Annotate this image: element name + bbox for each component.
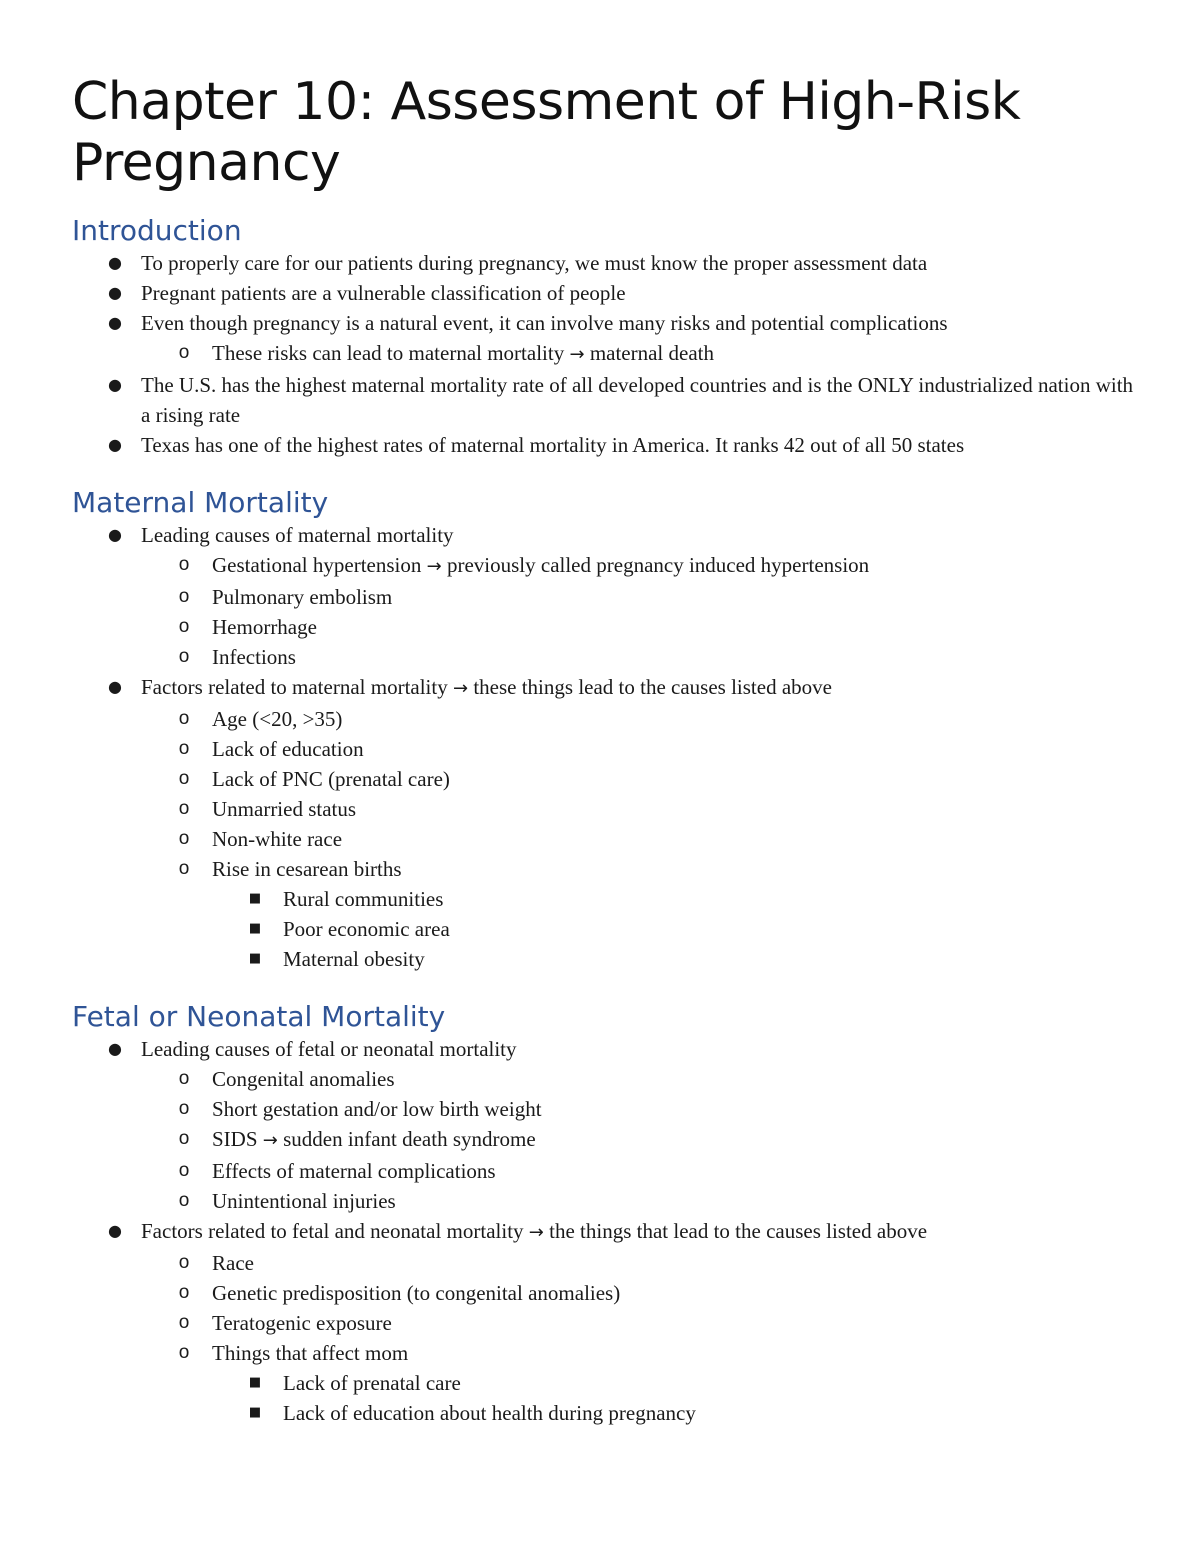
list-item-content — [283, 1398, 1140, 1428]
list-item-text: Maternal obesity — [283, 947, 425, 971]
list-item — [72, 1338, 1140, 1368]
bullet-icon: o — [178, 1160, 190, 1181]
page-title: Chapter 10: Assessment of High-Risk Pregnancy — [72, 72, 1021, 193]
list-item-text: Teratogenic exposure — [212, 1311, 392, 1335]
list-item-text: To properly care for our patients during pregnancy, we must know the proper assessment data — [141, 251, 928, 275]
section-introduction — [72, 214, 1140, 460]
section-heading: Fetal or Neonatal Mortality — [72, 1000, 446, 1033]
list-item-text: Lack of prenatal care — [283, 1371, 461, 1395]
list-item-text: Age (<20, >35) — [212, 707, 343, 731]
bullet-icon: o — [178, 1342, 190, 1363]
list-item-text: Genetic predisposition (to congenital anomalies) — [212, 1281, 621, 1305]
list-item-text: Short gestation and/or low birth weight — [212, 1097, 542, 1121]
list-item — [72, 1398, 1140, 1428]
bullet-icon: o — [178, 1312, 190, 1333]
bullet-icon: o — [178, 1128, 190, 1149]
list-item-text: Leading causes of fetal or neonatal mortality — [141, 1037, 517, 1061]
list-item-content — [141, 278, 1140, 308]
list-item-content — [212, 1124, 1140, 1156]
bullet-icon: ● — [108, 435, 122, 454]
list-item-content — [212, 854, 1140, 884]
list-item — [72, 582, 1140, 612]
list-item — [72, 520, 1140, 550]
bullet-icon: ■ — [248, 891, 262, 906]
list-item-text: Unmarried status — [212, 797, 357, 821]
list-item-text: Things that affect mom — [212, 1341, 409, 1365]
bullet-icon: o — [178, 646, 190, 667]
list-item — [72, 914, 1140, 944]
list-item-content — [141, 1034, 1140, 1064]
list-item — [72, 672, 1140, 704]
bullet-icon: o — [178, 708, 190, 729]
arrow-right-icon: → — [262, 1130, 278, 1151]
list-item-text: Factors related to maternal mortality — [141, 675, 448, 699]
bullet-icon: ● — [108, 525, 122, 544]
list-item — [72, 944, 1140, 974]
list-item — [72, 612, 1140, 642]
bullet-list — [72, 1034, 1140, 1428]
list-item-text: Even though pregnancy is a natural event, it can involve many risks and potential complications — [141, 311, 948, 335]
list-item-content — [212, 734, 1140, 764]
list-item — [72, 884, 1140, 914]
bullet-icon: o — [178, 342, 190, 363]
bullet-icon: ● — [108, 253, 122, 272]
list-item-text: Lack of education — [212, 737, 364, 761]
bullet-icon: ■ — [248, 1375, 262, 1390]
list-item — [72, 1094, 1140, 1124]
bullet-icon: ● — [108, 313, 122, 332]
list-item — [72, 854, 1140, 884]
list-item-content — [212, 582, 1140, 612]
list-item — [72, 1308, 1140, 1338]
section-fetal-or-neonatal-mortality — [72, 1000, 1140, 1428]
list-item — [72, 704, 1140, 734]
list-item — [72, 1216, 1140, 1248]
list-item — [72, 1156, 1140, 1186]
bullet-icon: o — [178, 1098, 190, 1119]
bullet-icon: o — [178, 738, 190, 759]
list-item-content — [141, 370, 1140, 430]
list-item-content — [283, 884, 1140, 914]
list-item-text: Poor economic area — [283, 917, 450, 941]
list-item-text: Rural communities — [283, 887, 444, 911]
list-item — [72, 764, 1140, 794]
bullet-icon: o — [178, 616, 190, 637]
list-item-text: Texas has one of the highest rates of maternal mortality in America. It ranks 42 out of all 50 states — [141, 433, 965, 457]
list-item-text: SIDS — [212, 1127, 258, 1151]
arrow-right-icon: → — [569, 344, 585, 365]
list-item-content — [212, 1248, 1140, 1278]
list-item-content — [212, 1186, 1140, 1216]
list-item-content — [141, 308, 1140, 338]
list-item-content — [212, 1156, 1140, 1186]
list-item-text: Effects of maternal complications — [212, 1159, 496, 1183]
arrow-right-icon: → — [452, 678, 469, 699]
list-item — [72, 824, 1140, 854]
section-heading: Introduction — [72, 214, 242, 247]
bullet-icon: ● — [108, 677, 122, 696]
list-item-content — [141, 520, 1140, 550]
list-item — [72, 308, 1140, 338]
list-item-content — [141, 1216, 1140, 1248]
bullet-icon: o — [178, 1068, 190, 1089]
list-item — [72, 1124, 1140, 1156]
list-item — [72, 550, 1140, 582]
list-item-content — [141, 672, 1140, 704]
list-item-text: Hemorrhage — [212, 615, 317, 639]
bullet-icon: ● — [108, 283, 122, 302]
bullet-icon: ● — [108, 1221, 122, 1240]
list-item-detail: the things that lead to the causes listed above — [549, 1219, 928, 1243]
arrow-right-icon: → — [426, 556, 442, 577]
list-item-content — [212, 550, 1140, 582]
list-item-text: Lack of PNC (prenatal care) — [212, 767, 450, 791]
list-item-text: These risks can lead to maternal mortality — [212, 341, 565, 365]
bullet-icon: ■ — [248, 951, 262, 966]
list-item — [72, 1368, 1140, 1398]
list-item-content — [141, 248, 1140, 278]
bullet-icon: o — [178, 768, 190, 789]
bullet-icon: o — [178, 828, 190, 849]
list-item-content — [212, 642, 1140, 672]
list-item-content — [283, 914, 1140, 944]
list-item-content — [141, 430, 1140, 460]
list-item-content — [212, 824, 1140, 854]
bullet-icon: ■ — [248, 1405, 262, 1420]
section-heading: Maternal Mortality — [72, 486, 329, 519]
list-item — [72, 430, 1140, 460]
list-item-text: Factors related to fetal and neonatal mortality — [141, 1219, 524, 1243]
list-item — [72, 1064, 1140, 1094]
list-item-text: Lack of education about health during pregnancy — [283, 1401, 696, 1425]
list-item-content — [212, 1308, 1140, 1338]
list-item — [72, 370, 1140, 430]
list-item — [72, 1278, 1140, 1308]
bullet-icon: o — [178, 1252, 190, 1273]
list-item-content — [212, 794, 1140, 824]
bullet-icon: o — [178, 798, 190, 819]
bullet-icon: ■ — [248, 921, 262, 936]
bullet-icon: ● — [108, 1039, 122, 1058]
bullet-list — [72, 248, 1140, 460]
list-item-text: Unintentional injuries — [212, 1189, 396, 1213]
list-item-content — [212, 1064, 1140, 1094]
list-item-text: Pulmonary embolism — [212, 585, 393, 609]
list-item — [72, 248, 1140, 278]
bullet-icon: o — [178, 586, 190, 607]
list-item-detail: maternal death — [589, 341, 714, 365]
list-item-detail: sudden infant death syndrome — [283, 1127, 536, 1151]
list-item-text: Gestational hypertension — [212, 553, 422, 577]
list-item-text: Congenital anomalies — [212, 1067, 395, 1091]
list-item-detail: these things lead to the causes listed above — [473, 675, 832, 699]
arrow-right-icon: → — [528, 1222, 544, 1243]
list-item-detail: previously called pregnancy induced hypertension — [446, 553, 870, 577]
list-item-content — [212, 1278, 1140, 1308]
bullet-icon: ● — [108, 375, 122, 394]
list-item-content — [212, 704, 1140, 734]
list-item — [72, 734, 1140, 764]
list-item-content — [212, 612, 1140, 642]
bullet-icon: o — [178, 1190, 190, 1211]
list-item — [72, 278, 1140, 308]
list-item — [72, 794, 1140, 824]
list-item-content — [283, 1368, 1140, 1398]
bullet-icon: o — [178, 554, 190, 575]
list-item-text: Leading causes of maternal mortality — [141, 523, 454, 547]
bullet-list — [72, 520, 1140, 974]
list-item-text: The U.S. has the highest maternal mortality rate of all developed countries and is the ONLY industrialized nation with a rising rate — [141, 373, 1134, 427]
list-item-content — [212, 338, 1140, 370]
list-item — [72, 1186, 1140, 1216]
list-item-text: Pregnant patients are a vulnerable classification of people — [141, 281, 626, 305]
bullet-icon: o — [178, 1282, 190, 1303]
list-item-content — [283, 944, 1140, 974]
document-body — [72, 214, 1140, 1428]
list-item-content — [212, 1338, 1140, 1368]
list-item — [72, 338, 1140, 370]
list-item — [72, 642, 1140, 672]
section-maternal-mortality — [72, 486, 1140, 974]
bullet-icon: o — [178, 858, 190, 879]
list-item — [72, 1034, 1140, 1064]
list-item-content — [212, 764, 1140, 794]
list-item-text: Non-white race — [212, 827, 343, 851]
list-item-text: Race — [212, 1251, 254, 1275]
list-item-text: Infections — [212, 645, 296, 669]
list-item-content — [212, 1094, 1140, 1124]
list-item — [72, 1248, 1140, 1278]
list-item-text: Rise in cesarean births — [212, 857, 402, 881]
